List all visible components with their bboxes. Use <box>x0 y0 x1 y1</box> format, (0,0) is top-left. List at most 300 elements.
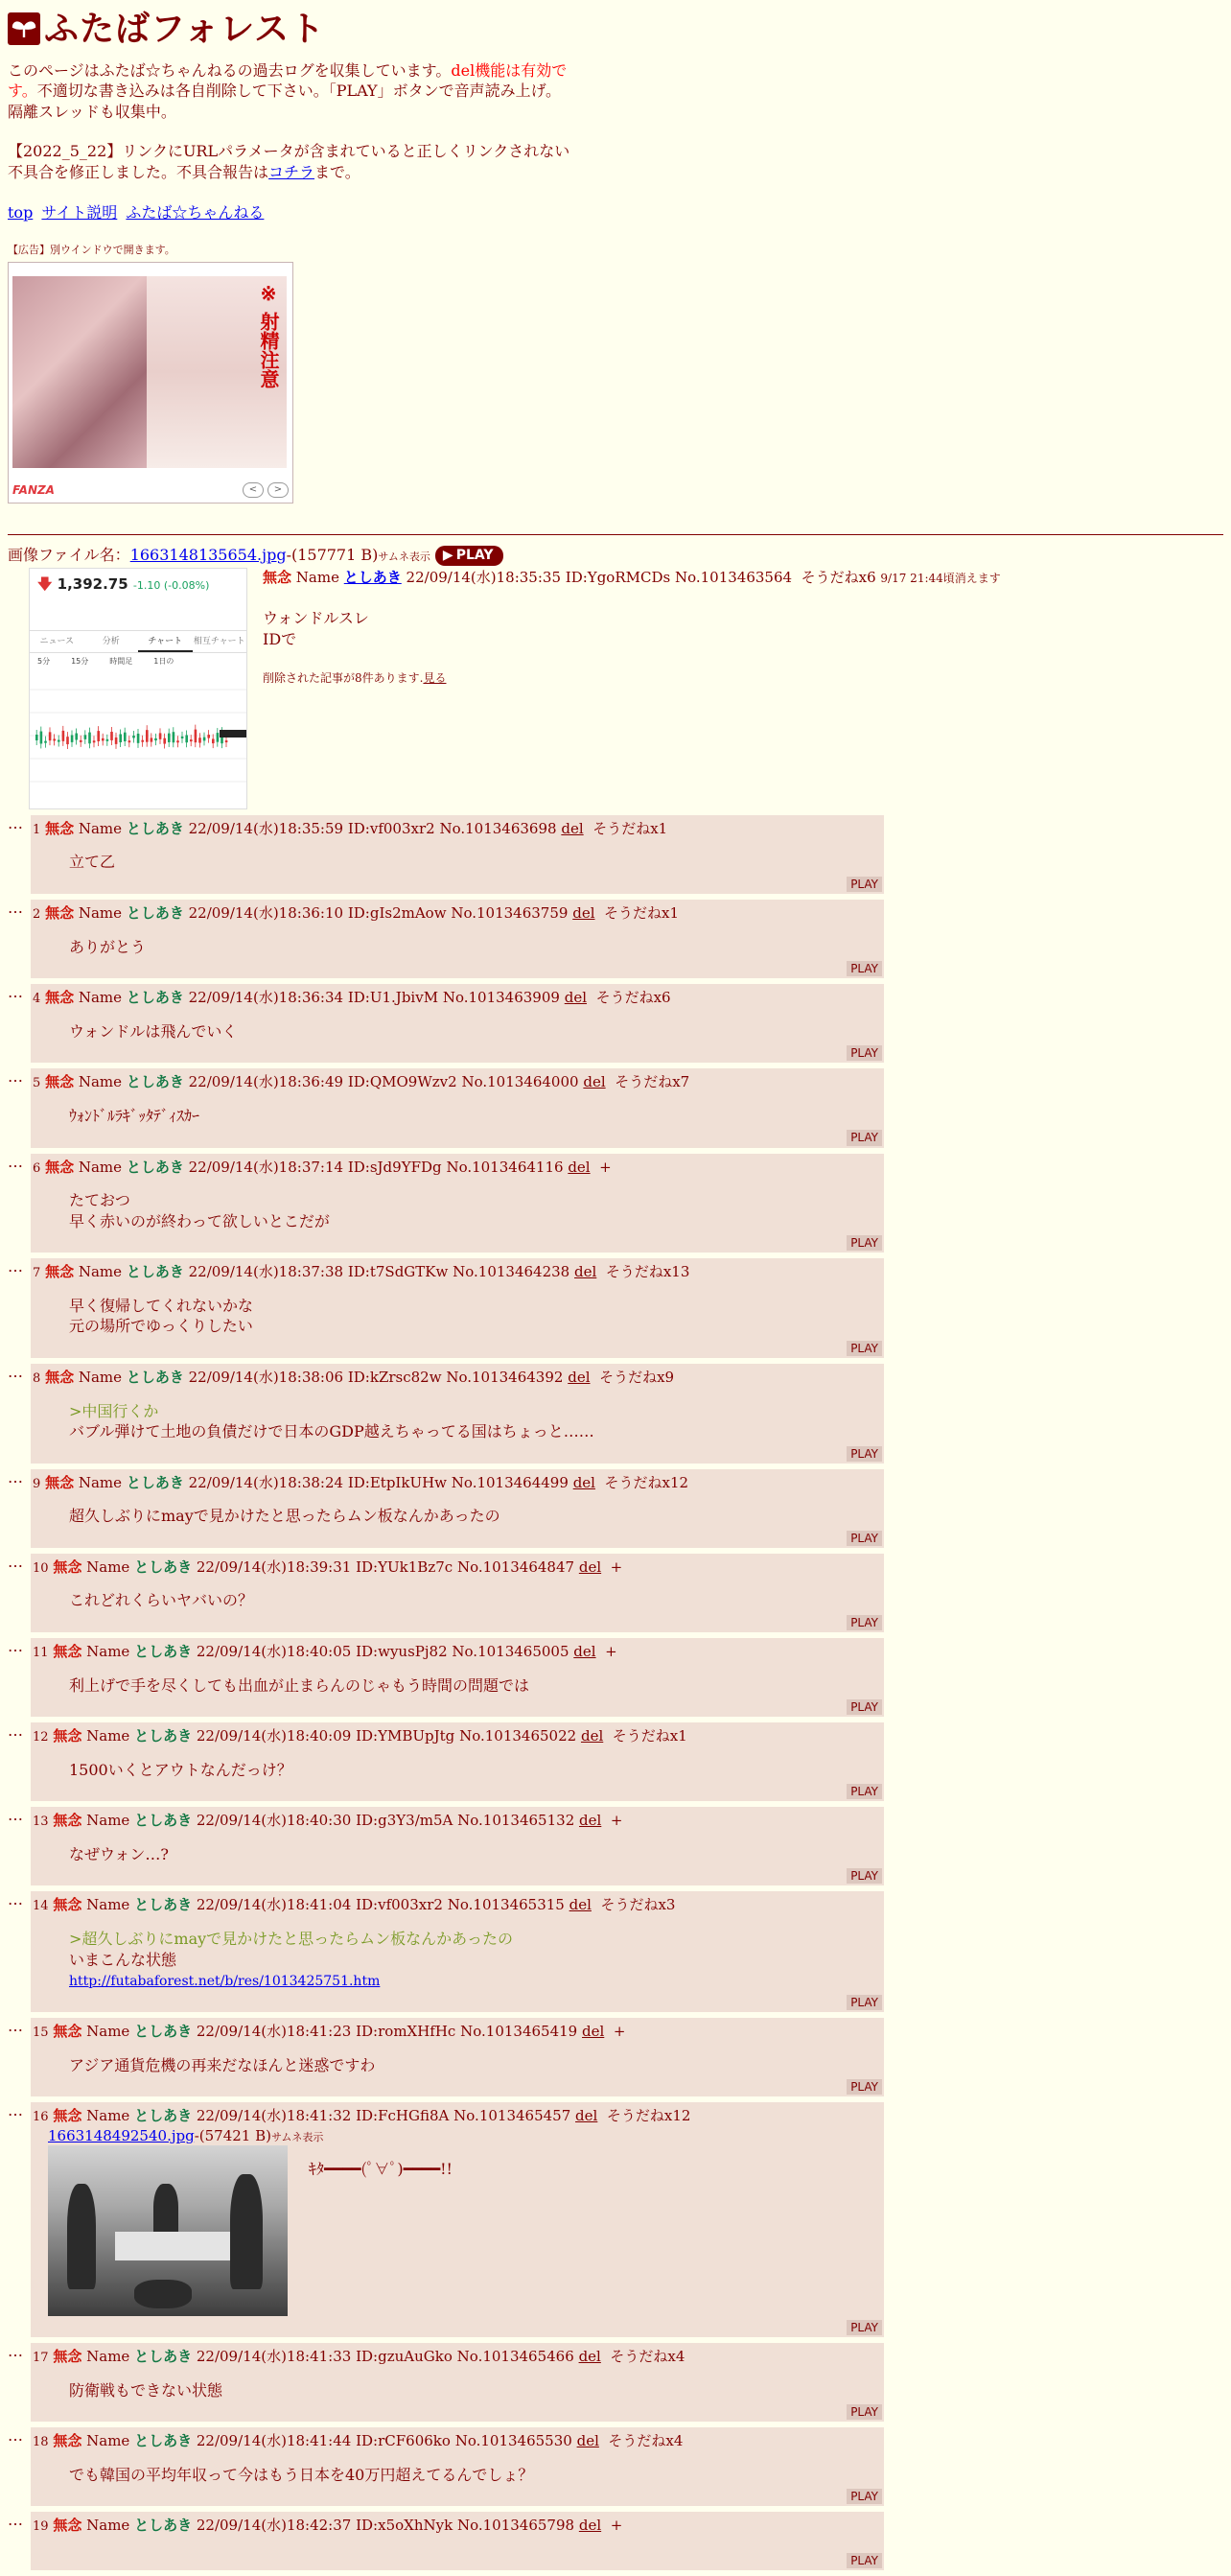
reply-row <box>8 1638 1223 1717</box>
reply-number: 17 <box>33 2350 49 2365</box>
del-button[interactable]: del <box>579 1812 602 1830</box>
reply-subject: 無念 <box>53 2347 82 2365</box>
reply-no[interactable]: No.1013465466 <box>456 2347 574 2365</box>
op-play-button[interactable]: ▶ PLAY <box>435 546 503 566</box>
candlestick-chart <box>30 680 246 805</box>
reply-image-block <box>48 2145 880 2316</box>
quote-line: >中国行くか <box>69 1401 159 1420</box>
del-button[interactable]: del <box>568 1158 591 1176</box>
reply-dots: … <box>8 2511 23 2530</box>
reply-no[interactable]: No.1013465315 <box>447 1896 565 1914</box>
op-subject: 無念 <box>263 568 292 586</box>
reply-post <box>31 984 884 1063</box>
reply-row <box>8 1891 1223 2012</box>
reply-id: ID:wyusPj82 <box>356 1642 448 1660</box>
reply-name: としあき <box>126 819 184 837</box>
ad-tag: ※ 射精注意 <box>257 282 280 388</box>
reply-subject: 無念 <box>45 819 75 837</box>
reply-id: ID:romXHfHc <box>356 2023 456 2041</box>
reply-play-button[interactable]: PLAY <box>847 1784 882 1799</box>
reply-comment <box>69 1190 880 1231</box>
reply-dots: … <box>8 1152 23 1171</box>
reply-post <box>31 815 884 894</box>
reply-comment <box>69 852 880 873</box>
comment-line: アジア通貨危機の再来だなほんと迷惑ですわ <box>69 2055 376 2074</box>
reply-row <box>8 1068 1223 1147</box>
del-button[interactable]: del <box>569 1896 592 1914</box>
ad-cover <box>147 276 287 468</box>
comment-line: 利上げで手を尽くしても出血が止まらんのじゃもう時間の問題では <box>69 1675 530 1695</box>
reply-comment <box>69 1929 880 1991</box>
reply-row <box>8 1154 1223 1253</box>
reply-dots: … <box>8 2017 23 2036</box>
reply-play-button[interactable]: PLAY <box>847 1130 882 1145</box>
reply-subject: 無念 <box>45 1158 75 1176</box>
op-expire: 9/17 21:44頃消えます <box>880 571 1001 585</box>
op-name[interactable]: としあき <box>343 568 402 586</box>
reply-dots: … <box>8 1890 23 1909</box>
nav-futaba-link[interactable]: ふたば☆ちゃんねる <box>126 202 265 222</box>
reply-id: ID:vf003xr2 <box>356 1896 443 1914</box>
reply-number: 6 <box>33 1160 41 1176</box>
reply-number: 8 <box>33 1370 41 1386</box>
reply-no[interactable]: No.1013464499 <box>451 1473 569 1491</box>
reply-header: 18 無念 Name としあき 22/09/14(水)18:41:44 ID:rCF606ko No.1013465530 del そうだねx4 <box>33 2432 684 2450</box>
reply-name: としあき <box>134 2432 193 2450</box>
comment-line: ｳｫﾝﾄﾞﾙﾗｷﾞｯﾀﾃﾞｨｽｶｰ <box>69 1106 200 1125</box>
reply-id: ID:g3Y3/m5A <box>356 1812 453 1830</box>
reply-date: 22/09/14(水)18:40:09 <box>196 1727 352 1745</box>
reply-id: ID:EtpIkUHw <box>347 1473 448 1491</box>
reply-comment <box>69 1590 880 1611</box>
reply-name: としあき <box>134 2023 193 2041</box>
reply-post <box>31 1891 884 2012</box>
reply-play-button[interactable]: PLAY <box>847 1699 882 1715</box>
reply-subject: 無念 <box>53 2023 82 2041</box>
reply-dots: … <box>8 1257 23 1276</box>
del-button[interactable]: del <box>578 2347 601 2365</box>
futaba-leaf-icon[interactable] <box>8 12 40 45</box>
del-button[interactable]: del <box>575 2107 598 2125</box>
reply-number: 4 <box>33 992 41 1007</box>
reply-subject: 無念 <box>53 2432 82 2450</box>
reply-number: 5 <box>33 1076 41 1091</box>
chart-tab: 相互チャート <box>193 636 245 646</box>
reply-row <box>8 1364 1223 1464</box>
reply-subject: 無念 <box>45 904 75 923</box>
del-button[interactable]: del <box>573 1642 596 1660</box>
soudane-button[interactable]: そうだねx12 <box>606 2107 691 2125</box>
reply-file-link[interactable]: 1663148492540.jpg <box>48 2126 195 2144</box>
reply-id: ID:U1.JbivM <box>347 989 439 1007</box>
reply-name: としあき <box>134 1642 193 1660</box>
reply-dots: … <box>8 1806 23 1825</box>
ad-label: 【広告】別ウインドウで開きます。 <box>8 244 175 257</box>
show-deleted-link[interactable]: 見る <box>423 671 447 686</box>
reply-header: 4 無念 Name としあき 22/09/14(水)18:36:34 ID:U1.JbivM No.1013463909 del そうだねx6 <box>33 989 671 1007</box>
reply-subject: 無念 <box>45 989 75 1007</box>
soudane-button[interactable]: そうだねx9 <box>599 1368 675 1386</box>
comment-line: 元の場所でゆっくりしたい <box>69 1317 253 1336</box>
reply-dots: … <box>8 2426 23 2446</box>
reply-date: 22/09/14(水)18:36:10 <box>188 904 344 923</box>
soudane-button[interactable]: + <box>610 2517 623 2535</box>
fanza-logo[interactable]: FANZA <box>12 482 55 497</box>
reply-row <box>8 2102 1223 2337</box>
reply-id: ID:FcHGfi8A <box>356 2107 450 2125</box>
reply-no[interactable]: No.1013465132 <box>457 1812 575 1830</box>
reply-play-button[interactable]: PLAY <box>847 961 882 976</box>
reply-no[interactable]: No.1013465022 <box>459 1727 577 1745</box>
nav-about-link[interactable]: サイト説明 <box>41 202 118 222</box>
reply-post <box>31 1469 884 1548</box>
ad-collage <box>12 276 147 468</box>
del-button[interactable]: del <box>578 2517 602 2535</box>
del-button[interactable]: del <box>576 2432 599 2450</box>
reply-post <box>31 1638 884 1717</box>
reply-comment <box>69 1106 880 1127</box>
reply-comment <box>69 1296 880 1337</box>
reply-name: としあき <box>134 1812 193 1830</box>
reply-no[interactable]: No.1013464000 <box>461 1073 579 1091</box>
reply-post <box>31 1068 884 1147</box>
op-id: ID:YgoRMCDs <box>565 568 671 586</box>
reply-no[interactable]: No.1013465005 <box>452 1642 569 1660</box>
reply-play-button[interactable]: PLAY <box>847 2320 882 2335</box>
comment-line: 1500いくとアウトなんだっけ？ <box>69 1760 292 1779</box>
soudane-button[interactable]: そうだねx1 <box>592 819 668 837</box>
reply-no[interactable]: No.1013464847 <box>456 1557 575 1576</box>
reply-post <box>31 2102 884 2337</box>
reply-row <box>8 1807 1223 1885</box>
reply-play-button[interactable]: PLAY <box>847 1235 882 1251</box>
reply-no[interactable]: No.1013463909 <box>442 989 560 1007</box>
reply-file-line: 1663148492540.jpg-(57421 B)サムネ表示 <box>48 2126 324 2144</box>
op-date: 22/09/14(水)18:35:35 <box>406 568 561 586</box>
reply-comment <box>69 1760 880 1781</box>
reply-no[interactable]: No.1013464392 <box>446 1368 564 1386</box>
op-comment: ウォンドルスレ IDで <box>263 609 369 648</box>
reply-date: 22/09/14(水)18:40:05 <box>196 1642 352 1660</box>
soudane-button[interactable]: そうだねx1 <box>612 1727 687 1745</box>
chart-tab: チャート <box>138 631 193 652</box>
reply-header: 5 無念 Name としあき 22/09/14(水)18:36:49 ID:QMO9Wzv2 No.1013464000 del そうだねx7 <box>33 1073 690 1091</box>
comment-line: 防衛戦もできない状態 <box>69 2380 223 2400</box>
reply-play-button[interactable]: PLAY <box>847 1995 882 2010</box>
reply-date: 22/09/14(水)18:41:33 <box>196 2347 352 2365</box>
del-button[interactable]: del <box>583 1073 606 1091</box>
comment-line: ｷﾀ━━━━(ﾟ∀ﾟ)━━━━!! <box>309 2159 453 2178</box>
reply-subject: 無念 <box>53 2517 82 2535</box>
reply-name: としあき <box>126 1263 184 1281</box>
reply-play-button[interactable]: PLAY <box>847 2489 882 2504</box>
reply-id: ID:gzuAuGko <box>356 2347 453 2365</box>
thread-link[interactable]: http://futabaforest.net/b/res/1013425751.htm <box>69 1974 381 1990</box>
comment-line: バブル弾けて土地の負債だけで日本のGDP越えちゃってる国はちょっと…… <box>69 1422 594 1441</box>
del-button[interactable]: del <box>564 989 588 1007</box>
reply-row <box>8 1469 1223 1548</box>
reply-comment <box>69 1401 880 1442</box>
reply-subject: 無念 <box>53 1812 82 1830</box>
comment-line: ありがとう <box>69 937 147 956</box>
reply-header: 15 無念 Name としあき 22/09/14(水)18:41:23 ID:romXHfHc No.1013465419 del + <box>33 2023 626 2041</box>
reply-id: ID:t7SdGTKw <box>347 1263 449 1281</box>
reply-dots: … <box>8 1552 23 1571</box>
del-button[interactable]: del <box>572 1473 595 1491</box>
reply-date: 22/09/14(水)18:41:23 <box>196 2023 352 2041</box>
site-header <box>8 6 1223 53</box>
quote-line: >超久しぶりにmayで見かけたと思ったらムン板なんかあったの <box>69 1929 513 1948</box>
soudane-button[interactable]: そうだねx6 <box>595 989 671 1007</box>
reply-id: ID:YMBUpJtg <box>356 1727 455 1745</box>
ad-prev-button[interactable]: < <box>243 482 264 498</box>
reply-number: 9 <box>33 1476 41 1491</box>
reply-id: ID:kZrsc82w <box>347 1368 442 1386</box>
reply-no[interactable]: No.1013464116 <box>446 1158 564 1176</box>
reply-comment <box>309 2159 453 2316</box>
reply-row <box>8 1722 1223 1801</box>
op-post <box>8 568 1223 809</box>
reply-post <box>31 1154 884 1253</box>
reply-subject: 無念 <box>53 1896 82 1914</box>
reply-name: としあき <box>134 2517 193 2535</box>
soudane-button[interactable]: そうだねx1 <box>604 904 680 923</box>
soudane-button[interactable]: + <box>605 1642 617 1660</box>
nav-links <box>8 202 1223 223</box>
reply-subject: 無念 <box>45 1368 75 1386</box>
reply-row <box>8 984 1223 1063</box>
reply-header: 17 無念 Name としあき 22/09/14(水)18:41:33 ID:gzuAuGko No.1013465466 del そうだねx4 <box>33 2347 685 2365</box>
reply-play-button[interactable]: PLAY <box>847 1045 882 1061</box>
soudane-button[interactable]: + <box>610 1812 623 1830</box>
reply-thumb-toggle[interactable]: サムネ表示 <box>270 2130 324 2143</box>
del-button[interactable]: del <box>580 1727 604 1745</box>
reply-id: ID:QMO9Wzv2 <box>347 1073 457 1091</box>
comment-line: これどれくらいヤバいの？ <box>69 1591 254 1610</box>
reply-date: 22/09/14(水)18:37:38 <box>188 1263 344 1281</box>
comment-line: いまこんな状態 <box>69 1950 177 1969</box>
intro-text: このページはふたば☆ちゃんねるの過去ログを収集しています。del機能は有効です。不適切な書き込みは各自削除して下さい。「PLAY」ボタンで音声読み上げ。隔離スレッドも収集中。 <box>8 60 568 121</box>
reply-dots: … <box>8 1721 23 1741</box>
reply-list <box>8 815 1223 2570</box>
reply-date: 22/09/14(水)18:40:30 <box>196 1812 352 1830</box>
reply-id: ID:vf003xr2 <box>347 819 435 837</box>
reply-number: 1 <box>33 822 41 837</box>
reply-no[interactable]: No.1013463698 <box>439 819 557 837</box>
soudane-button[interactable]: + <box>613 2023 626 2041</box>
ad-next-button[interactable]: > <box>267 482 289 498</box>
reply-number: 7 <box>33 1266 41 1281</box>
reply-dots: … <box>8 899 23 918</box>
nav-top-link[interactable]: top <box>8 202 34 222</box>
comment-line: 超久しぶりにmayで見かけたと思ったらムン板なんかあったの <box>69 1507 500 1526</box>
soudane-button[interactable]: そうだねx12 <box>604 1473 689 1491</box>
divider <box>8 534 1223 535</box>
chart-price: 🡇 1,392.75 -1.10 (-0.08%) <box>37 574 210 593</box>
reply-no[interactable]: No.1013465457 <box>453 2107 571 2125</box>
reply-row <box>8 2343 1223 2422</box>
reply-dots: … <box>8 1467 23 1487</box>
soudane-button[interactable]: そうだねx13 <box>605 1263 690 1281</box>
reply-dots: … <box>8 1636 23 1655</box>
reply-subject: 無念 <box>45 1073 75 1091</box>
reply-play-button[interactable]: PLAY <box>847 1341 882 1356</box>
reply-number: 13 <box>33 1815 49 1830</box>
reply-dots: … <box>8 2101 23 2120</box>
reply-date: 22/09/14(水)18:36:34 <box>188 989 344 1007</box>
reply-header: 2 無念 Name としあき 22/09/14(水)18:36:10 ID:gIs2mAow No.1013463759 del そうだねx1 <box>33 904 680 923</box>
reply-thumbnail[interactable] <box>48 2145 288 2316</box>
reply-play-button[interactable]: PLAY <box>847 1446 882 1462</box>
comment-line: ウォンドルは飛んでいく <box>69 1021 238 1041</box>
soudane-button[interactable]: そうだねx3 <box>600 1896 676 1914</box>
op-file-link[interactable]: 1663148135654.jpg <box>129 546 287 564</box>
reply-number: 16 <box>33 2110 49 2125</box>
reply-name: としあき <box>134 2107 193 2125</box>
op-no[interactable]: No.1013463564 <box>674 568 793 586</box>
reply-date: 22/09/14(水)18:35:59 <box>188 819 344 837</box>
reply-play-button[interactable]: PLAY <box>847 2404 882 2420</box>
reply-name: としあき <box>126 1473 184 1491</box>
reply-number: 14 <box>33 1899 49 1914</box>
reply-comment <box>69 1506 880 1527</box>
reply-play-button[interactable]: PLAY <box>847 1868 882 1884</box>
reply-play-button[interactable]: PLAY <box>847 2079 882 2095</box>
reply-no[interactable]: No.1013465419 <box>460 2023 578 2041</box>
reply-post <box>31 1554 884 1632</box>
reply-subject: 無念 <box>45 1473 75 1491</box>
deleted-posts-note: 削除された記事が8件あります.見る <box>263 671 447 686</box>
reply-header: 19 無念 Name としあき 22/09/14(水)18:42:37 ID:x5oXhNyk No.1013465798 del + <box>33 2517 623 2535</box>
chart-timeframes: 5分 15分 時間足 1日の <box>37 656 174 666</box>
reply-date: 22/09/14(水)18:39:31 <box>196 1557 352 1576</box>
reply-header: 12 無念 Name としあき 22/09/14(水)18:40:09 ID:YMBUpJtg No.1013465022 del そうだねx1 <box>33 1727 687 1745</box>
op-soudane[interactable]: そうだねx6 <box>801 568 876 586</box>
comment-line: 立て乙 <box>69 853 116 872</box>
reply-id: ID:YUk1Bz7c <box>356 1557 453 1576</box>
ad-banner[interactable] <box>8 262 293 503</box>
op-file-line: 画像ファイル名：1663148135654.jpg-(157771 B)サムネ表示 ▶ PLAY <box>8 545 1223 566</box>
reply-subject: 無念 <box>53 1727 82 1745</box>
reply-post <box>31 1722 884 1801</box>
reply-header: 13 無念 Name としあき 22/09/14(水)18:40:30 ID:g3Y3/m5A No.1013465132 del + <box>33 1812 623 1830</box>
reply-post <box>31 2343 884 2422</box>
reply-header: 16 無念 Name としあき 22/09/14(水)18:41:32 ID:FcHGfi8A No.1013465457 del そうだねx12 <box>33 2107 691 2125</box>
reply-dots: … <box>8 2341 23 2360</box>
ad-image[interactable] <box>12 276 287 468</box>
reply-play-button[interactable]: PLAY <box>847 1615 882 1630</box>
reply-date: 22/09/14(水)18:38:24 <box>188 1473 344 1491</box>
chart-tabs <box>30 630 246 653</box>
soudane-button[interactable]: そうだねx7 <box>615 1073 690 1091</box>
reply-row <box>8 2427 1223 2506</box>
reply-name: としあき <box>134 1896 193 1914</box>
reply-row <box>8 1258 1223 1358</box>
reply-subject: 無念 <box>45 1263 75 1281</box>
del-button[interactable]: del <box>574 1263 597 1281</box>
reply-number: 2 <box>33 907 41 923</box>
reply-post <box>31 900 884 978</box>
reply-number: 12 <box>33 1730 49 1745</box>
reply-name: としあき <box>126 1073 184 1091</box>
ad-arrows <box>243 482 289 498</box>
comment-line: でも韓国の平均年収って今はもう日本を40万円超えてるんでしょ？ <box>69 2465 534 2484</box>
op-thumb-toggle[interactable]: サムネ表示 <box>378 550 430 563</box>
reply-subject: 無念 <box>53 1642 82 1660</box>
reply-date: 22/09/14(水)18:41:44 <box>196 2432 352 2450</box>
del-enabled-notice: del機能は有効です。 <box>8 60 568 101</box>
reply-name: としあき <box>126 989 184 1007</box>
reply-dots: … <box>8 1067 23 1087</box>
reply-header: 8 無念 Name としあき 22/09/14(水)18:38:06 ID:kZrsc82w No.1013464392 del そうだねx9 <box>33 1368 675 1386</box>
reply-header: 10 無念 Name としあき 22/09/14(水)18:39:31 ID:YUk1Bz7c No.1013464847 del + <box>33 1557 623 1576</box>
soudane-button[interactable]: そうだねx4 <box>610 2347 685 2365</box>
op-header: 無念 Name としあき 22/09/14(水)18:35:35 ID:YgoRMCDs No.1013463564 そうだねx6 9/17 21:44頃消えます <box>263 568 1001 586</box>
reply-date: 22/09/14(水)18:38:06 <box>188 1368 344 1386</box>
reply-number: 18 <box>33 2435 49 2450</box>
reply-post <box>31 2427 884 2506</box>
reply-comment <box>69 2055 880 2076</box>
reply-no[interactable]: No.1013465530 <box>454 2432 572 2450</box>
reply-name: としあき <box>134 1557 193 1576</box>
soudane-button[interactable]: + <box>610 1557 623 1576</box>
soudane-button[interactable]: そうだねx4 <box>608 2432 684 2450</box>
reply-date: 22/09/14(水)18:41:32 <box>196 2107 352 2125</box>
reply-comment <box>69 2380 880 2401</box>
reply-row <box>8 815 1223 894</box>
soudane-button[interactable]: + <box>599 1158 612 1176</box>
reply-number: 19 <box>33 2519 49 2535</box>
down-arrow-icon: 🡇 <box>37 574 53 593</box>
reply-id: ID:x5oXhNyk <box>356 2517 453 2535</box>
del-button[interactable]: del <box>561 819 584 837</box>
reply-date: 22/09/14(水)18:42:37 <box>196 2517 352 2535</box>
reply-number: 11 <box>33 1645 49 1660</box>
reply-no[interactable]: No.1013464238 <box>453 1263 570 1281</box>
reply-play-button[interactable]: PLAY <box>847 2553 882 2568</box>
reply-comment <box>69 1675 880 1697</box>
reply-comment <box>69 1844 880 1865</box>
reply-number: 10 <box>33 1560 49 1576</box>
reply-no[interactable]: No.1013463759 <box>451 904 569 923</box>
play-icon: ▶ <box>442 548 453 564</box>
reply-play-button[interactable]: PLAY <box>847 877 882 892</box>
reply-id: ID:rCF606ko <box>356 2432 451 2450</box>
del-button[interactable]: del <box>572 904 595 923</box>
update-notice: 【2022_5_22】リンクにURLパラメータが含まれていると正しくリンクされない不具合を修正しました。不具合報告はコチラまで。 <box>8 142 570 181</box>
reply-name: としあき <box>126 904 184 923</box>
reply-play-button[interactable]: PLAY <box>847 1531 882 1546</box>
reply-header: 9 無念 Name としあき 22/09/14(水)18:38:24 ID:EtpIkUHw No.1013464499 del そうだねx12 <box>33 1473 689 1491</box>
del-button[interactable]: del <box>578 1557 602 1576</box>
reply-post <box>31 1258 884 1358</box>
site-title[interactable]: ふたばフォレスト <box>44 9 326 49</box>
op-thumbnail[interactable] <box>29 568 247 809</box>
comment-line: なぜウォン…? <box>69 1844 169 1863</box>
del-button[interactable]: del <box>582 2023 605 2041</box>
reply-row <box>8 2018 1223 2096</box>
reply-no[interactable]: No.1013465798 <box>456 2517 575 2535</box>
reply-header: 11 無念 Name としあき 22/09/14(水)18:40:05 ID:wyusPj82 No.1013465005 del + <box>33 1642 617 1660</box>
bug-report-link[interactable]: コチラ <box>268 162 315 181</box>
comment-line: 早く復帰してくれないかな <box>69 1296 254 1315</box>
reply-date: 22/09/14(水)18:41:04 <box>196 1896 352 1914</box>
reply-id: ID:sJd9YFDg <box>347 1158 442 1176</box>
reply-name: としあき <box>126 1368 184 1386</box>
del-button[interactable]: del <box>568 1368 591 1386</box>
reply-date: 22/09/14(水)18:36:49 <box>188 1073 344 1091</box>
reply-comment <box>69 2465 880 2486</box>
